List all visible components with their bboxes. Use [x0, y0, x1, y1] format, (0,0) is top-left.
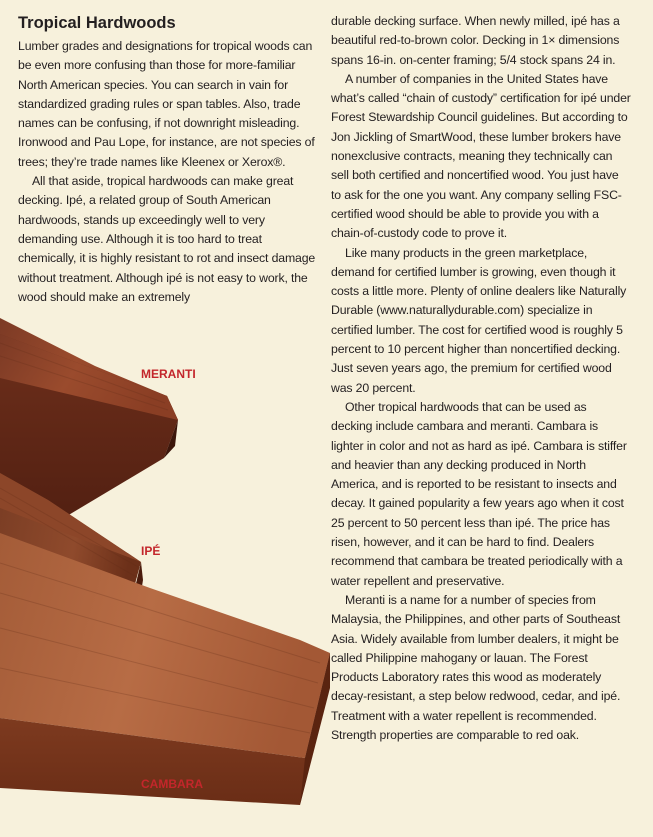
wood-samples-photo [0, 318, 330, 837]
ipe-label: IPÉ [141, 544, 161, 558]
right-paragraph-5: Meranti is a name for a number of species from Malaysia, the Philippines, and other parts of Southeast Asia. Widely available from lumber dealers, it might be called Philippine mahogany or lauan. The Forest Products Laboratory rates this wood as moderately decay-resistant, a step below redwood, cedar, and ipé. Treatment with a water repellent is recommended. Strength properties are comparable to red oak. [331, 592, 621, 742]
right-paragraph-4: Other tropical hardwoods that can be used as decking include cambara and meranti. Cambara is lighter in color and not as hard as ipé. Cambara is stiffer and heavier than any decking produced in North America, and is reported to be resistant to insects and decay. It gained popularity a few years ago when it cost 25 percent to 50 percent less than ipé. The price has risen, however, and it can be hard to find. Dealers recommend that cambara be treated periodically with a water repellent and preservative. [331, 399, 627, 588]
right-column [331, 12, 631, 745]
right-paragraph-2: A number of companies in the United States have what’s called “chain of custody” certification for ipé under Forest Stewardship Council guidelines. But according to Jon Jickling of SmartWood, these lumber brokers have nonexclusive contracts, meaning they technically can sell both certified and noncertified wood. You just have to ask for the one you want. Any company selling FSC-certified wood should be able to provide you with a chain-of-custody code to prove it. [331, 71, 631, 241]
left-paragraph-2: All that aside, tropical hardwoods can make great decking. Ipé, a related group of South American hardwoods, stands up exceedingly well to very demanding use. Although it is too hard to treat chemically, it is highly resistant to rot and insect damage without treatment. Although ipé is not easy to work, the wood should make an extremely [18, 174, 316, 304]
left-column [18, 12, 316, 307]
cambara-label: CAMBARA [141, 777, 203, 791]
meranti-label: MERANTI [141, 367, 196, 381]
article-title: Tropical Hardwoods [18, 14, 176, 32]
right-paragraph-3: Like many products in the green marketplace, demand for certified lumber is growing, even though it costs a little more. Plenty of online dealers like Naturally Durable (www.naturallydurable.com) specialize in certified lumber. The cost for certified wood is roughly 5 percent to 10 percent higher than noncertified decking. Just seven years ago, the premium for certified wood was 20 percent. [331, 245, 627, 395]
right-paragraph-1: durable decking surface. When newly milled, ipé has a beautiful red-to-brown color. Decking in 1× dimensions spans 16-in. on-center framing; 5/4 stock spans 24 in. [331, 14, 620, 67]
cambara-board-top [0, 533, 330, 758]
left-paragraph-1: Lumber grades and designations for tropical woods can be even more confusing than those for more-familiar North American species. You can search in vain for standardized grading rules or span tables. Also, trade names can be confusing, if not downright misleading. Ironwood and Pau Lope, for instance, are not species of trees; they’re trade names like Kleenex or Xerox®. [18, 39, 315, 169]
